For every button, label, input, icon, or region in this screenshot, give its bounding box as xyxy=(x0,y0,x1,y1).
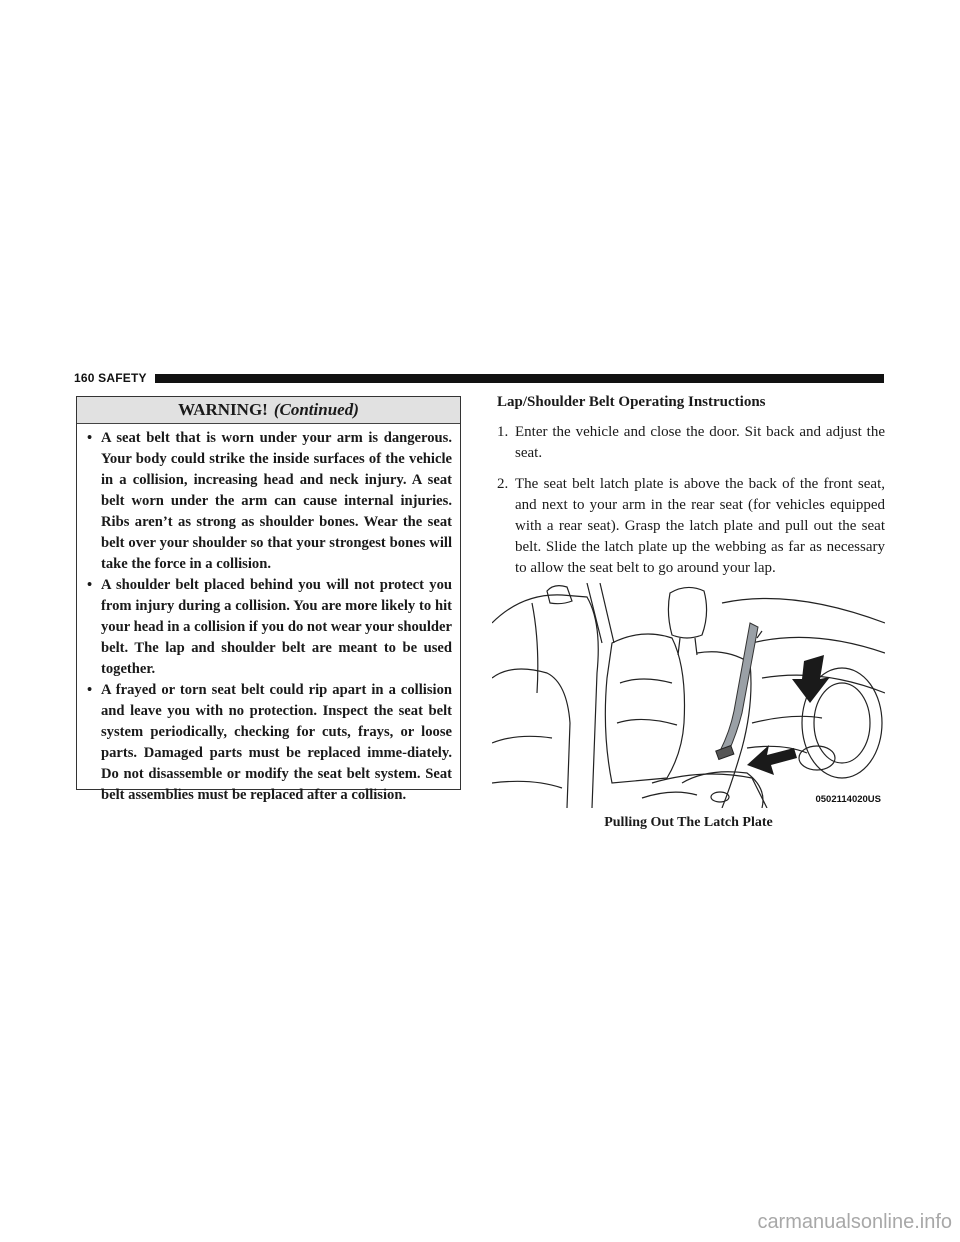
warning-bullet-text: A shoulder belt placed behind you will not protect you from injury during a collision. You are more likely to hit your head in a collision if you do not wear your shoulder belt. The lap and shoulder belt are meant to be used together. xyxy=(101,577,452,677)
page-number-label: 160 SAFETY xyxy=(74,371,147,385)
warning-list xyxy=(77,428,460,806)
header-rule xyxy=(155,374,884,383)
step-number: 2. xyxy=(497,476,509,492)
instruction-steps xyxy=(497,422,885,579)
warning-title: WARNING! xyxy=(178,400,268,419)
warning-header xyxy=(77,397,460,424)
figure-code: 0502114020US xyxy=(815,794,881,805)
warning-bullet xyxy=(87,428,452,575)
warning-continued: (Continued) xyxy=(273,400,359,419)
warning-bullet xyxy=(87,680,452,806)
warning-bullet-text: A seat belt that is worn under your arm is dangerous. Your body could strike the inside surfaces of the vehicle in a collision, increasing head and neck injury. A seat belt worn under the arm can cause internal injuries. Ribs aren’t as strong as shoulder bones. Wear the seat belt over your shoulder so that your strongest bones will take the force in a collision. xyxy=(101,430,452,572)
section-title: Lap/Shoulder Belt Operating Instructions xyxy=(497,394,766,410)
bullet-icon: • xyxy=(87,577,93,593)
step-number: 1. xyxy=(497,424,509,440)
warning-bullet-text: A frayed or torn seat belt could rip apart in a collision and leave you with no protection. Inspect the seat belt system periodically, checking for cuts, frays, or loose parts. Damaged parts must be replaced imme-diately. Do not disassemble or modify the seat belt system. Seat belt assemblies must be replaced after a collision. xyxy=(101,682,452,803)
instruction-step xyxy=(497,422,885,464)
instruction-step xyxy=(497,474,885,579)
latch-plate-illustration xyxy=(492,583,885,808)
warning-box xyxy=(76,396,461,803)
bullet-icon: • xyxy=(87,682,93,698)
step-text: The seat belt latch plate is above the back of the front seat, and next to your arm in the rear seat (for vehicles equipped with a rear seat). Grasp the latch plate and pull out the seat belt. Slide the latch plate up the webbing as far as necessary to allow the seat belt to go around your lap. xyxy=(515,476,885,576)
figure-caption: Pulling Out The Latch Plate xyxy=(604,815,773,830)
bullet-icon: • xyxy=(87,430,93,446)
warning-bullet xyxy=(87,575,452,680)
step-text: Enter the vehicle and close the door. Sit back and adjust the seat. xyxy=(515,424,885,461)
instructions-column xyxy=(497,392,885,589)
seat-illustration xyxy=(492,583,885,808)
watermark: carmanualsonline.info xyxy=(757,1211,952,1233)
page-header xyxy=(74,370,884,386)
